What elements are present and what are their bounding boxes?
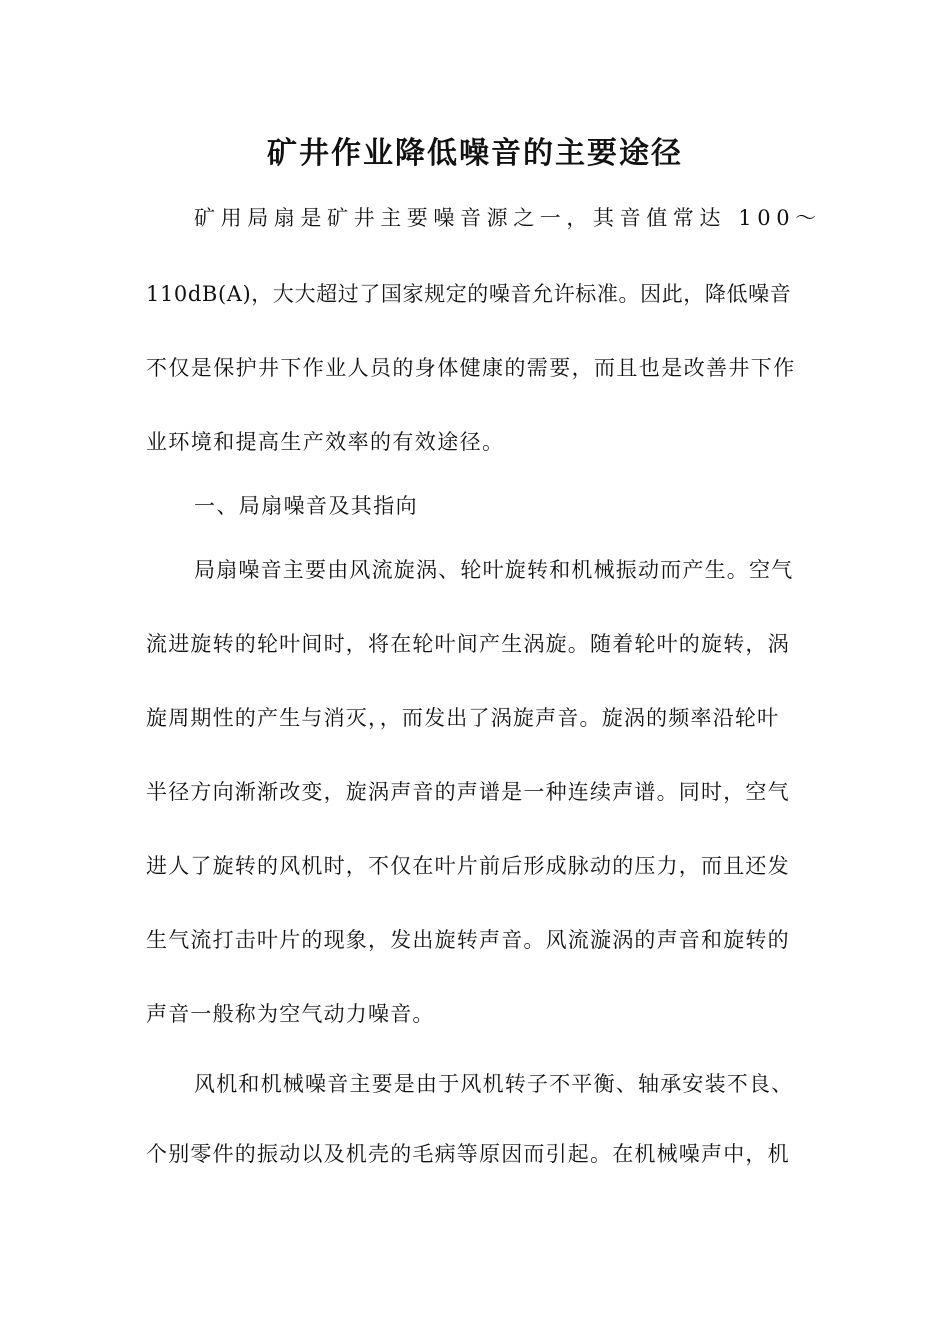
paragraph-line: 业环境和提高生产效率的有效途径。 — [146, 430, 505, 454]
document-title: 矿井作业降低噪音的主要途径 — [267, 136, 683, 171]
paragraph-line: 局扇噪音主要由风流旋涡、轮叶旋转和机械振动而产生。空气 — [194, 558, 794, 582]
paragraph-line: 风机和机械噪音主要是由于风机转子不平衡、轴承安装不良、 — [194, 1072, 794, 1096]
paragraph-line: 进人了旋转的风机时，不仅在叶片前后形成脉动的压力，而且还发 — [146, 854, 790, 878]
paragraph-line: 流进旋转的轮叶间时，将在轮叶间产生涡旋。随着轮叶的旋转，涡 — [146, 632, 790, 656]
paragraph-line: 半径方向渐渐改变，旋涡声音的声谱是一种连续声谱。同时，空气 — [146, 780, 790, 804]
paragraph-line: 不仅是保护井下作业人员的身体健康的需要，而且也是改善井下作 — [146, 356, 796, 380]
paragraph-line: 生气流打击叶片的现象，发出旋转声音。风流漩涡的声音和旋转的 — [146, 928, 790, 952]
paragraph-line: 声音一般称为空气动力噪音。 — [146, 1002, 435, 1026]
paragraph-line: 矿用局扇是矿井主要噪音源之一，其音值常达 100～ — [194, 206, 822, 230]
paragraph-line: 110dB(A)，大大超过了国家规定的噪音允许标准。因此，降低噪音 — [146, 282, 792, 306]
section-heading: 一、局扇噪音及其指向 — [194, 494, 418, 518]
paragraph-line: 旋周期性的产生与消灭，，而发出了涡旋声音。旋涡的频率沿轮叶 — [146, 706, 780, 730]
paragraph-line: 个别零件的振动以及机壳的毛病等原因而引起。在机械噪声中，机 — [146, 1142, 790, 1166]
